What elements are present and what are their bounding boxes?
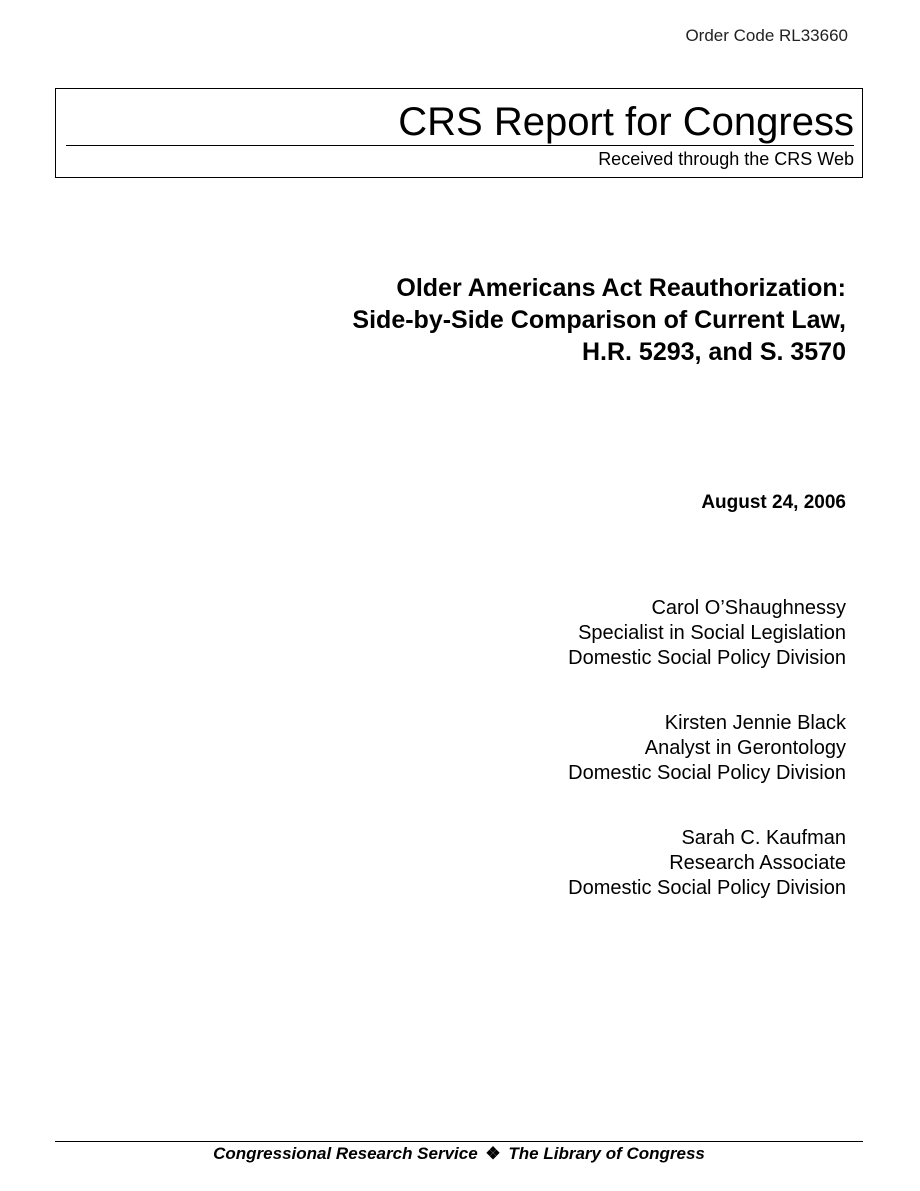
order-code: Order Code RL33660	[685, 26, 848, 45]
author-position: Specialist in Social Legislation	[578, 622, 846, 644]
author-block	[346, 826, 846, 901]
author-division: Domestic Social Policy Division	[568, 762, 846, 784]
header-subtitle: Received through the CRS Web	[598, 149, 854, 169]
author-block	[346, 711, 846, 786]
header-title: CRS Report for Congress	[398, 100, 854, 144]
footer-publisher: Congressional Research Service	[213, 1144, 478, 1163]
report-title-line-3: H.R. 5293, and S. 3570	[581, 338, 846, 366]
footer-library: The Library of Congress	[508, 1144, 705, 1163]
author-name: Carol O’Shaughnessy	[651, 597, 846, 619]
report-title	[146, 272, 846, 368]
author-name: Kirsten Jennie Black	[664, 712, 846, 734]
report-date: August 24, 2006	[701, 492, 846, 513]
report-title-line-2: Side-by-Side Comparison of Current Law,	[352, 306, 846, 334]
report-header-box	[55, 88, 863, 178]
author-name: Sarah C. Kaufman	[681, 827, 846, 849]
diamond-separator-icon: ❖	[485, 1144, 501, 1163]
header-divider	[66, 145, 854, 146]
author-block	[346, 596, 846, 671]
author-division: Domestic Social Policy Division	[568, 647, 846, 669]
author-position: Analyst in Gerontology	[644, 737, 846, 759]
report-title-line-1: Older Americans Act Reauthorization:	[396, 274, 846, 302]
footer-divider	[55, 1141, 863, 1142]
author-division: Domestic Social Policy Division	[568, 877, 846, 899]
author-position: Research Associate	[669, 852, 846, 874]
footer	[55, 1143, 863, 1165]
